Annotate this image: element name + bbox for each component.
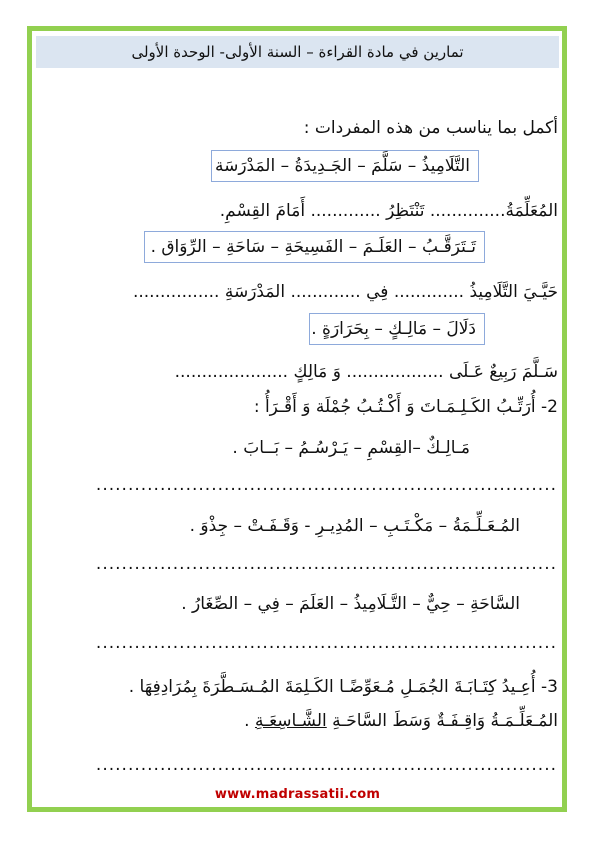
ex3-sentence-end: . [244,711,255,731]
ex2-instruction: 2- أُرَتِّـبُ الكَـلِـمَـاتَ وَ أَكْـتُـبُ جُمْلَة وَ أَقْـرَأُ : [253,397,558,417]
ex2-answer-line-1: ........................................................................ [95,475,557,495]
ex1-instruction: أكمل بما يناسب من هذه المفردات : [303,118,558,138]
ex2-item-3: السَّاحَةِ – حِيٌّ – التَّـلَامِيذُ – العَلَمَ – فِي – الصِّغَارُ . [181,594,520,614]
ex3-underlined-word: الشَّـاسِعَـةِ [254,711,327,731]
word-box-1 [211,150,479,182]
ex3-sentence [244,711,558,731]
page-title: تمارين في مادة القراءة – السنة الأولى- الوحدة الأولى [36,36,559,68]
ex3-answer-line: ........................................................................ [95,755,557,775]
ex2-item-2: المُـعَـلِّـمَةُ – مَكْـتَـبِ – المُدِيـرِ - وَقَـفَـتْ – جِذْوَ . [189,516,520,536]
ex1-sentence-3: سَـلَّمَ رَبِيعٌ عَـلَى .................. وَ مَالِكٍ ..................... [174,362,558,382]
site-footer-link[interactable]: www.madrassatii.com [214,787,381,802]
word-box-2-text: تَـتَرَقَّـبُ – العَلَـمَ – الفَسِيحَةِ – سَاحَةِ – الرِّوَاق . [150,237,476,257]
ex3-instruction: 3- أُعِـيدُ كِتَـابَـةَ الجُمَـلِ مُـعَوِّضًـا الكَـلِمَةَ المُـسَـطَّرَةَ بِمُرَادِفِهَا . [128,677,558,697]
word-box-2 [144,231,485,263]
ex2-answer-line-3: ........................................................................ [95,633,557,653]
ex1-sentence-2: حَيَّـيَ التَّلَامِيذُ ............. فِي ............. المَدْرَسَةِ ................ [132,282,558,302]
ex3-sentence-start: المُـعَلِّـمَـةُ وَاقِـفَـةٌ وَسَطَ السَّاحَـةِ [326,711,558,731]
ex2-item-1: مَـالِـكٌ –القِسْمِ – يَـرْسُـمُ – بَــابَ . [232,438,470,458]
ex1-sentence-1: المُعَلِّمَةُ.............. تَنْتَظِرُ ............. أَمَامَ القِسْمِ. [219,201,558,221]
ex2-answer-line-2: ........................................................................ [95,554,557,574]
word-box-3-text: دَلَالَ – مَالِـكٍ – بِحَرَارَةٍ . [311,319,476,339]
word-box-1-text: التَّلَامِيذُ – سَلَّمَ – الجَـدِيدَةُ – المَدْرَسَة [214,156,470,176]
word-box-3 [309,313,485,345]
